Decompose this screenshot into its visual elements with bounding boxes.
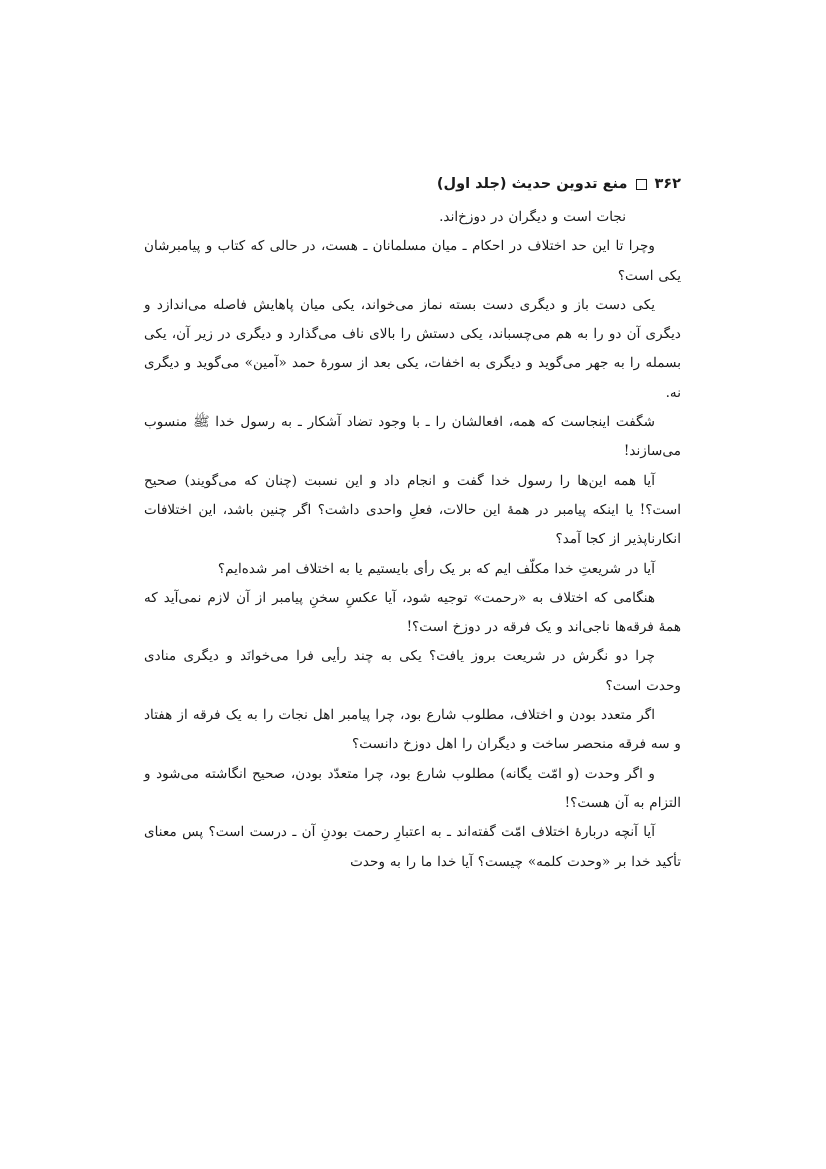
body-text — [144, 203, 681, 877]
paragraph: نجات است و دیگران در دوزخ‌اند. — [439, 209, 626, 225]
square-ornament-icon — [636, 179, 647, 190]
running-header — [144, 168, 681, 200]
page-number: ۳۶۲ — [654, 176, 681, 192]
paragraph: هنگامی که اختلاف به «رحمت» توجیه شود، آیا عکسِ سخنِ پیامبر از آن لازم نمی‌آید که همهٔ فرقه‌ها ناجی‌اند و یک فرقه در دوزخ است؟! — [144, 589, 681, 636]
paragraph: اگر متعدد بودن و اختلاف، مطلوب شارع بود، چرا پیامبر اهل نجات را به یک فرقه از هفتاد و سه فرقه منحصر ساخت و دیگران را اهل دوزخ دانست؟ — [144, 707, 681, 753]
paragraph: و اگر وحدت (و امّت یگانه) مطلوب شارع بود، چرا متعدّد بودن، صحیح انگاشته می‌شود و التزام به آن هست؟! — [144, 765, 681, 811]
paragraph: شگفت اینجاست که همه، افعالشان را ـ با وجود تضاد آشکار ـ به رسول خدا ﷺ منسوب می‌سازند! — [144, 414, 681, 460]
paragraph: آیا آنچه دربارهٔ اختلاف امّت گفته‌اند ـ به اعتبارِ رحمت بودنِ آن ـ درست است؟ پس معنای تأکید خدا بر «وحدت کلمه» چیست؟ آیا خدا ما را به وحدت — [144, 824, 681, 870]
paragraph: چرا دو نگرش در شریعت بروز یافت؟ یکی به چند رأیی فرا می‌خوانَد و دیگری منادی وحدت است؟ — [144, 648, 681, 694]
paragraph: آیا در شریعتِ خدا مکلّف ایم که بر یک رأی بایستیم یا به اختلاف امر شده‌ایم؟ — [217, 560, 655, 577]
book-page — [144, 168, 681, 877]
paragraph: یکی دست باز و دیگری دست بسته نماز می‌خواند، یکی میان پاهایش فاصله می‌اندازد و دیگری آن دو را به هم می‌چسباند، یکی دستش را بالای ناف می‌گذارد و دیگری در زیر آن، یکی بسمله را به جهر می‌گوید و دیگری به اخفات، یکی بعد از سورهٔ حمد «آمین» می‌گوید و دیگری نه. — [144, 296, 681, 401]
paragraph: آیا همه این‌ها را رسول خدا گفت و انجام داد و این نسبت (چنان که می‌گویند) صحیح است؟! یا اینکه پیامبر در همهٔ این حالات، فعلِ واحدی داشت؟ اگر چنین باشد، این اختلافات انکارناپذیر از کجا آمد؟ — [144, 472, 681, 548]
paragraph: وچرا تا این حد اختلاف در احکام ـ میان مسلمانان ـ هست، در حالی که کتاب و پیامبرشان یکی است؟ — [144, 238, 681, 284]
book-title: منع تدوین حدیث (جلد اول) — [436, 176, 628, 192]
